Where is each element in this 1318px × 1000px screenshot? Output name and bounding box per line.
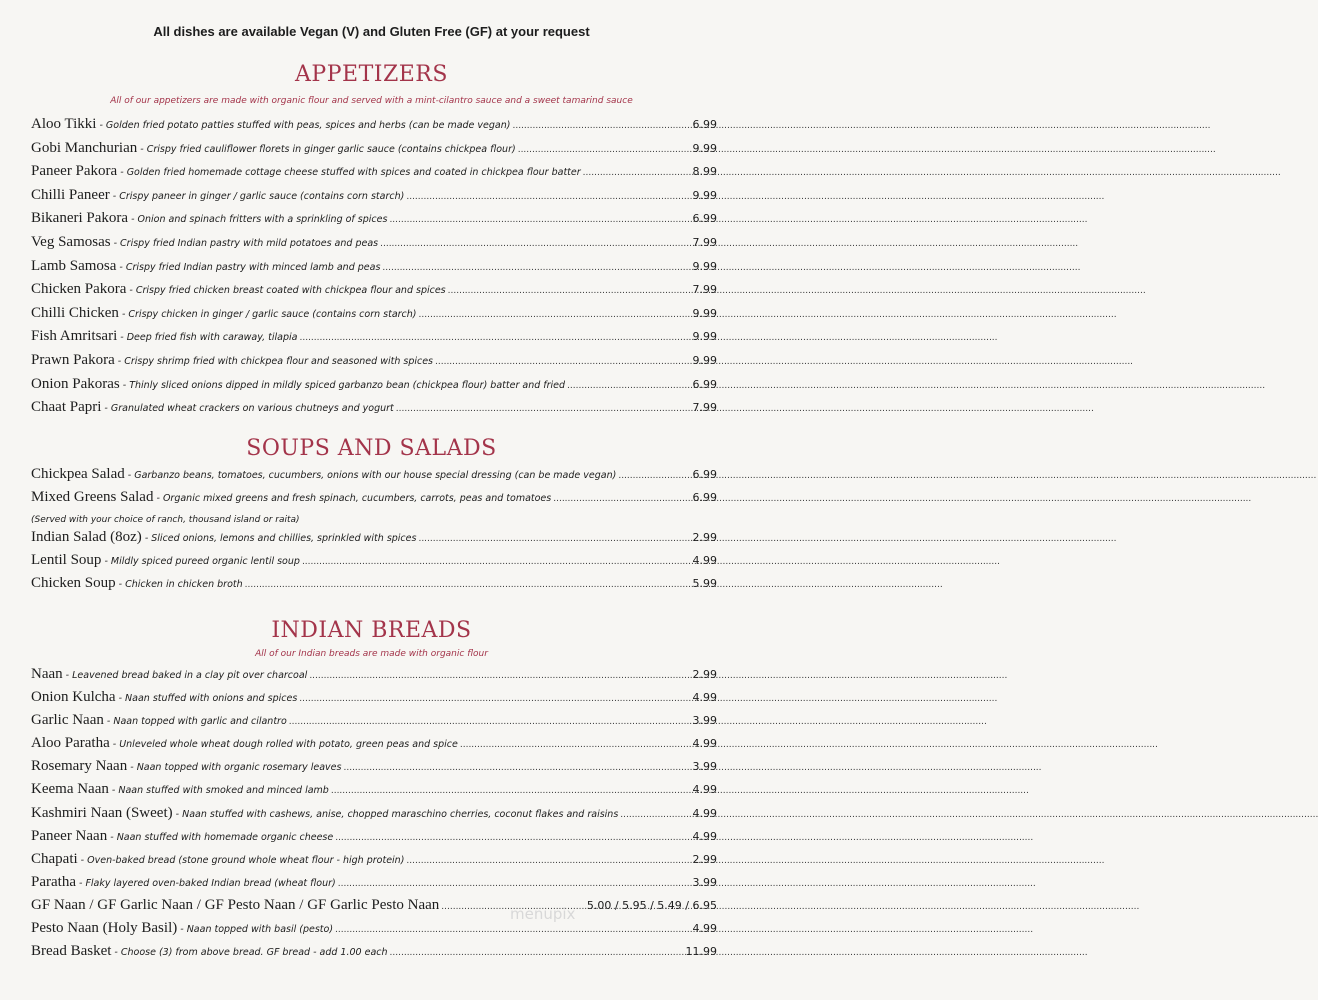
item-name: Lentil Soup bbox=[31, 552, 102, 568]
item-name: GF Naan / GF Garlic Naan / GF Pesto Naan / GF Garlic Pesto Naan bbox=[31, 896, 440, 913]
watermark: menupix bbox=[510, 905, 576, 923]
item-name: Indian Salad (8oz) bbox=[31, 529, 142, 545]
item-price: 9.99 bbox=[692, 353, 717, 367]
item-name: Chilli Chicken bbox=[31, 304, 119, 321]
item-sep: - bbox=[96, 120, 106, 131]
item-price: 6.99 bbox=[692, 377, 717, 391]
item-sep: - bbox=[117, 332, 127, 344]
dot-leader bbox=[406, 856, 690, 866]
item-description: Choose (3) from above bread. GF bread - add 1.00 each bbox=[120, 947, 388, 959]
item-price: 7.99 bbox=[692, 283, 717, 297]
dot-leader bbox=[406, 192, 690, 202]
item-description: Naan topped with basil (pesto) bbox=[186, 924, 334, 936]
item-description: Unleveled whole wheat dough rolled with potato, green peas and spice bbox=[119, 739, 458, 751]
menu-item bbox=[31, 399, 717, 423]
item-name: Gobi Manchurian bbox=[31, 139, 138, 156]
item-price: 11.99 bbox=[685, 945, 717, 959]
item-sep: - bbox=[172, 808, 183, 820]
item-name: Bread Basket bbox=[31, 943, 112, 960]
item-price: 6.99 bbox=[692, 491, 717, 504]
dot-leader bbox=[245, 580, 691, 590]
item-name: Aloo Tikki bbox=[31, 116, 97, 132]
item-description: Naan stuffed with cashews, anise, chopped maraschino cherries, coconut flakes and raisins bbox=[182, 808, 619, 820]
menu-item bbox=[31, 805, 717, 828]
item-price: 4.99 bbox=[692, 922, 717, 936]
dot-leader bbox=[299, 333, 690, 343]
menu-item bbox=[31, 666, 717, 689]
item-name: Prawn Pakora bbox=[31, 351, 115, 368]
dot-leader bbox=[309, 671, 690, 681]
menu-item bbox=[31, 234, 717, 258]
menu-item bbox=[31, 758, 717, 781]
item-description: Naan stuffed with homemade organic cheese bbox=[116, 831, 334, 843]
item-name: Paneer Pakora bbox=[31, 163, 118, 180]
item-description: Golden fried homemade cottage cheese stuffed with spices and coated in chickpea flour batter bbox=[126, 167, 581, 179]
menu-item bbox=[31, 466, 717, 489]
menu-item bbox=[31, 140, 717, 164]
item-sep: - bbox=[118, 308, 129, 320]
dressing-note: (Served with your choice of ranch, thousand island or raita) bbox=[31, 515, 300, 525]
dot-leader bbox=[448, 286, 691, 296]
item-sep: - bbox=[119, 379, 130, 391]
item-name: Lamb Samosa bbox=[31, 257, 117, 274]
menu-item bbox=[31, 897, 717, 920]
item-price: 7.99 bbox=[692, 401, 717, 415]
soups-list bbox=[31, 466, 717, 598]
dot-leader bbox=[338, 879, 691, 889]
item-description: Crispy fried cauliflower florets in ginger garlic sauce (contains chickpea flour) bbox=[146, 143, 516, 155]
item-price: 6.99 bbox=[692, 118, 717, 131]
item-description: Golden fried potato patties stuffed with peas, spices and herbs (can be made vegan) bbox=[105, 120, 511, 131]
item-name: Bikaneri Pakora bbox=[31, 210, 129, 227]
menu-item bbox=[31, 489, 717, 512]
breads-list bbox=[31, 666, 717, 966]
item-name: Aloo Paratha bbox=[31, 735, 110, 752]
item-price: 9.99 bbox=[692, 330, 717, 344]
item-name: Onion Kulcha bbox=[31, 689, 116, 706]
item-description: Oven-baked bread (stone ground whole wheat flour - high protein) bbox=[87, 854, 405, 866]
item-price: 2.99 bbox=[692, 668, 717, 681]
item-name: Chapati bbox=[31, 850, 78, 867]
item-sep: - bbox=[115, 579, 126, 590]
item-description: Leavened bread baked in a clay pit over charcoal bbox=[72, 670, 308, 681]
item-name: Mixed Greens Salad bbox=[31, 489, 154, 505]
item-sep: - bbox=[117, 167, 127, 179]
dot-leader bbox=[583, 168, 691, 178]
item-sep: - bbox=[124, 470, 135, 481]
item-name: Keema Naan bbox=[31, 781, 109, 798]
item-sep: - bbox=[116, 261, 126, 273]
item-description: Crispy paneer in ginger / garlic sauce (contains corn starch) bbox=[119, 190, 405, 202]
item-description: Granulated wheat crackers on various chutneys and yogurt bbox=[110, 403, 394, 415]
item-description: Naan topped with organic rosemary leaves bbox=[136, 762, 342, 774]
item-sep: - bbox=[101, 403, 111, 415]
item-price: 4.99 bbox=[692, 783, 717, 797]
soups-title: SOUPS AND SALADS bbox=[246, 436, 497, 461]
item-name: Paratha bbox=[31, 873, 76, 890]
dot-leader bbox=[382, 263, 690, 273]
item-description: Crispy shrimp fried with chickpea flour and seasoned with spices bbox=[124, 355, 433, 367]
dot-leader bbox=[518, 145, 691, 155]
item-sep: - bbox=[109, 739, 120, 751]
item-sep: - bbox=[77, 854, 88, 866]
item-price: 9.99 bbox=[692, 306, 717, 320]
dot-leader bbox=[389, 215, 690, 225]
item-sep: - bbox=[128, 214, 138, 226]
item-description: Naan stuffed with smoked and minced lamb bbox=[118, 785, 329, 797]
menu-item bbox=[31, 828, 717, 851]
item-description: Organic mixed greens and fresh spinach, cucumbers, carrots, peas and tomatoes bbox=[162, 493, 552, 504]
menu-item bbox=[31, 210, 717, 234]
item-price: 2.99 bbox=[692, 852, 717, 866]
item-price: 7.99 bbox=[692, 235, 717, 249]
item-description: Onion and spinach fritters with a sprinkling of spices bbox=[137, 214, 388, 226]
item-sep: - bbox=[141, 533, 152, 544]
item-name: Chaat Papri bbox=[31, 399, 102, 416]
item-sep: - bbox=[103, 716, 114, 728]
item-sep: - bbox=[109, 190, 120, 202]
dot-leader bbox=[380, 239, 690, 249]
item-description: Deep fried fish with caraway, tilapia bbox=[126, 332, 298, 344]
menu-item bbox=[31, 552, 717, 575]
dot-leader bbox=[567, 381, 690, 391]
dot-leader bbox=[553, 494, 690, 504]
item-name: Naan bbox=[31, 666, 63, 682]
item-name: Fish Amritsari bbox=[31, 328, 118, 345]
breads-subtitle: All of our Indian breads are made with organic flour bbox=[255, 649, 488, 659]
item-sep: - bbox=[126, 285, 136, 297]
menu-item bbox=[31, 376, 717, 400]
item-name: Onion Pakoras bbox=[31, 375, 120, 392]
item-sep: - bbox=[75, 877, 86, 889]
appetizers-subtitle: All of our appetizers are made with organic flour and served with a mint-cilantro sauce and a sweet tamarind sauce bbox=[110, 96, 633, 106]
dot-leader bbox=[620, 810, 690, 820]
dot-leader bbox=[460, 740, 691, 750]
item-sep: - bbox=[127, 762, 137, 774]
item-sep: - bbox=[115, 693, 126, 705]
dot-leader bbox=[335, 833, 690, 843]
dot-leader bbox=[419, 310, 691, 320]
item-description: Crispy chicken in ginger / garlic sauce (contains corn starch) bbox=[128, 308, 417, 320]
menu-item bbox=[31, 305, 717, 329]
item-description: Naan topped with garlic and cilantro bbox=[113, 716, 287, 728]
dot-leader bbox=[512, 121, 690, 131]
dot-leader bbox=[289, 717, 691, 727]
menu-item bbox=[31, 575, 717, 598]
item-price: 2.99 bbox=[692, 531, 717, 544]
item-description: Flaky layered oven-baked Indian bread (wheat flour) bbox=[85, 877, 336, 889]
item-price: 9.99 bbox=[692, 141, 717, 155]
item-price: 4.99 bbox=[692, 554, 717, 567]
item-name: Kashmiri Naan (Sweet) bbox=[31, 804, 173, 821]
dot-leader bbox=[331, 786, 691, 796]
item-price: 8.99 bbox=[692, 165, 717, 179]
item-price: 4.99 bbox=[692, 829, 717, 843]
menu-item bbox=[31, 874, 717, 897]
dot-leader bbox=[343, 763, 690, 773]
item-description: Garbanzo beans, tomatoes, cucumbers, onions with our house special dressing (can be made vegan) bbox=[134, 470, 617, 481]
item-description: Crispy fried Indian pastry with minced lamb and peas bbox=[125, 261, 381, 273]
item-name: Veg Samosas bbox=[31, 233, 111, 250]
item-price: 5.00 / 5.95 / 5.49 / 6.95 bbox=[586, 898, 717, 912]
item-price: 3.99 bbox=[692, 760, 717, 774]
item-price: 9.99 bbox=[692, 188, 717, 202]
item-price: 6.99 bbox=[692, 468, 717, 481]
item-sep: - bbox=[177, 924, 187, 936]
item-sep: - bbox=[62, 670, 73, 681]
item-price: 3.99 bbox=[692, 875, 717, 889]
item-sep: - bbox=[101, 556, 111, 567]
menu-item bbox=[31, 328, 717, 352]
dot-leader bbox=[390, 948, 684, 958]
item-sep: - bbox=[137, 143, 147, 155]
menu-item bbox=[31, 352, 717, 376]
menu-item bbox=[31, 781, 717, 804]
item-sep: - bbox=[114, 355, 125, 367]
item-description: Crispy fried chicken breast coated with chickpea flour and spices bbox=[135, 285, 446, 297]
dot-leader bbox=[396, 404, 691, 414]
menu-item bbox=[31, 920, 717, 943]
item-price: 9.99 bbox=[692, 259, 717, 273]
item-price: 4.99 bbox=[692, 806, 717, 820]
item-price: 6.99 bbox=[692, 212, 717, 226]
item-name: Chicken Soup bbox=[31, 575, 116, 591]
item-name: Chicken Pakora bbox=[31, 281, 127, 298]
item-description: Sliced onions, lemons and chillies, sprinkled with spices bbox=[151, 533, 417, 544]
dot-leader bbox=[418, 534, 690, 544]
item-name: Pesto Naan (Holy Basil) bbox=[31, 920, 178, 937]
item-name: Chickpea Salad bbox=[31, 466, 125, 482]
item-name: Rosemary Naan bbox=[31, 758, 128, 775]
dot-leader bbox=[618, 471, 690, 481]
item-sep: - bbox=[110, 237, 121, 249]
item-description: Naan stuffed with onions and spices bbox=[125, 693, 298, 705]
item-sep: - bbox=[153, 493, 163, 504]
dot-leader bbox=[302, 557, 691, 567]
appetizers-title: APPETIZERS bbox=[295, 62, 448, 87]
appetizers-list bbox=[31, 116, 717, 423]
menu-item bbox=[31, 943, 717, 966]
item-name: Garlic Naan bbox=[31, 712, 104, 729]
item-sep: - bbox=[107, 831, 117, 843]
item-sep: - bbox=[111, 947, 121, 959]
item-price: 4.99 bbox=[692, 691, 717, 705]
item-price: 5.99 bbox=[692, 577, 717, 590]
item-price: 3.99 bbox=[692, 714, 717, 728]
menu-item bbox=[31, 689, 717, 712]
item-description: Mildly spiced pureed organic lentil soup bbox=[110, 556, 300, 567]
item-name: Chilli Paneer bbox=[31, 186, 110, 203]
menu-item bbox=[31, 187, 717, 211]
dietary-notice: All dishes are available Vegan (V) and Gluten Free (GF) at your request bbox=[153, 24, 590, 39]
item-description: Thinly sliced onions dipped in mildly spiced garbanzo bean (chickpea flour) batter and fried bbox=[129, 379, 566, 391]
dot-leader bbox=[435, 357, 691, 367]
menu-item bbox=[31, 258, 717, 282]
item-sep: - bbox=[108, 785, 119, 797]
menu-item bbox=[31, 851, 717, 874]
item-description: Chicken in chicken broth bbox=[125, 579, 243, 590]
menu-item bbox=[31, 529, 717, 552]
menu-item bbox=[31, 735, 717, 758]
item-price: 4.99 bbox=[692, 737, 717, 751]
menu-item bbox=[31, 163, 717, 187]
item-description: Crispy fried Indian pastry with mild potatoes and peas bbox=[120, 237, 379, 249]
dot-leader bbox=[299, 694, 690, 704]
menu-item bbox=[31, 116, 717, 140]
breads-title: INDIAN BREADS bbox=[271, 618, 472, 643]
menu-item bbox=[31, 712, 717, 735]
item-name: Paneer Naan bbox=[31, 827, 108, 844]
menu-item bbox=[31, 281, 717, 305]
dot-leader bbox=[335, 925, 690, 935]
